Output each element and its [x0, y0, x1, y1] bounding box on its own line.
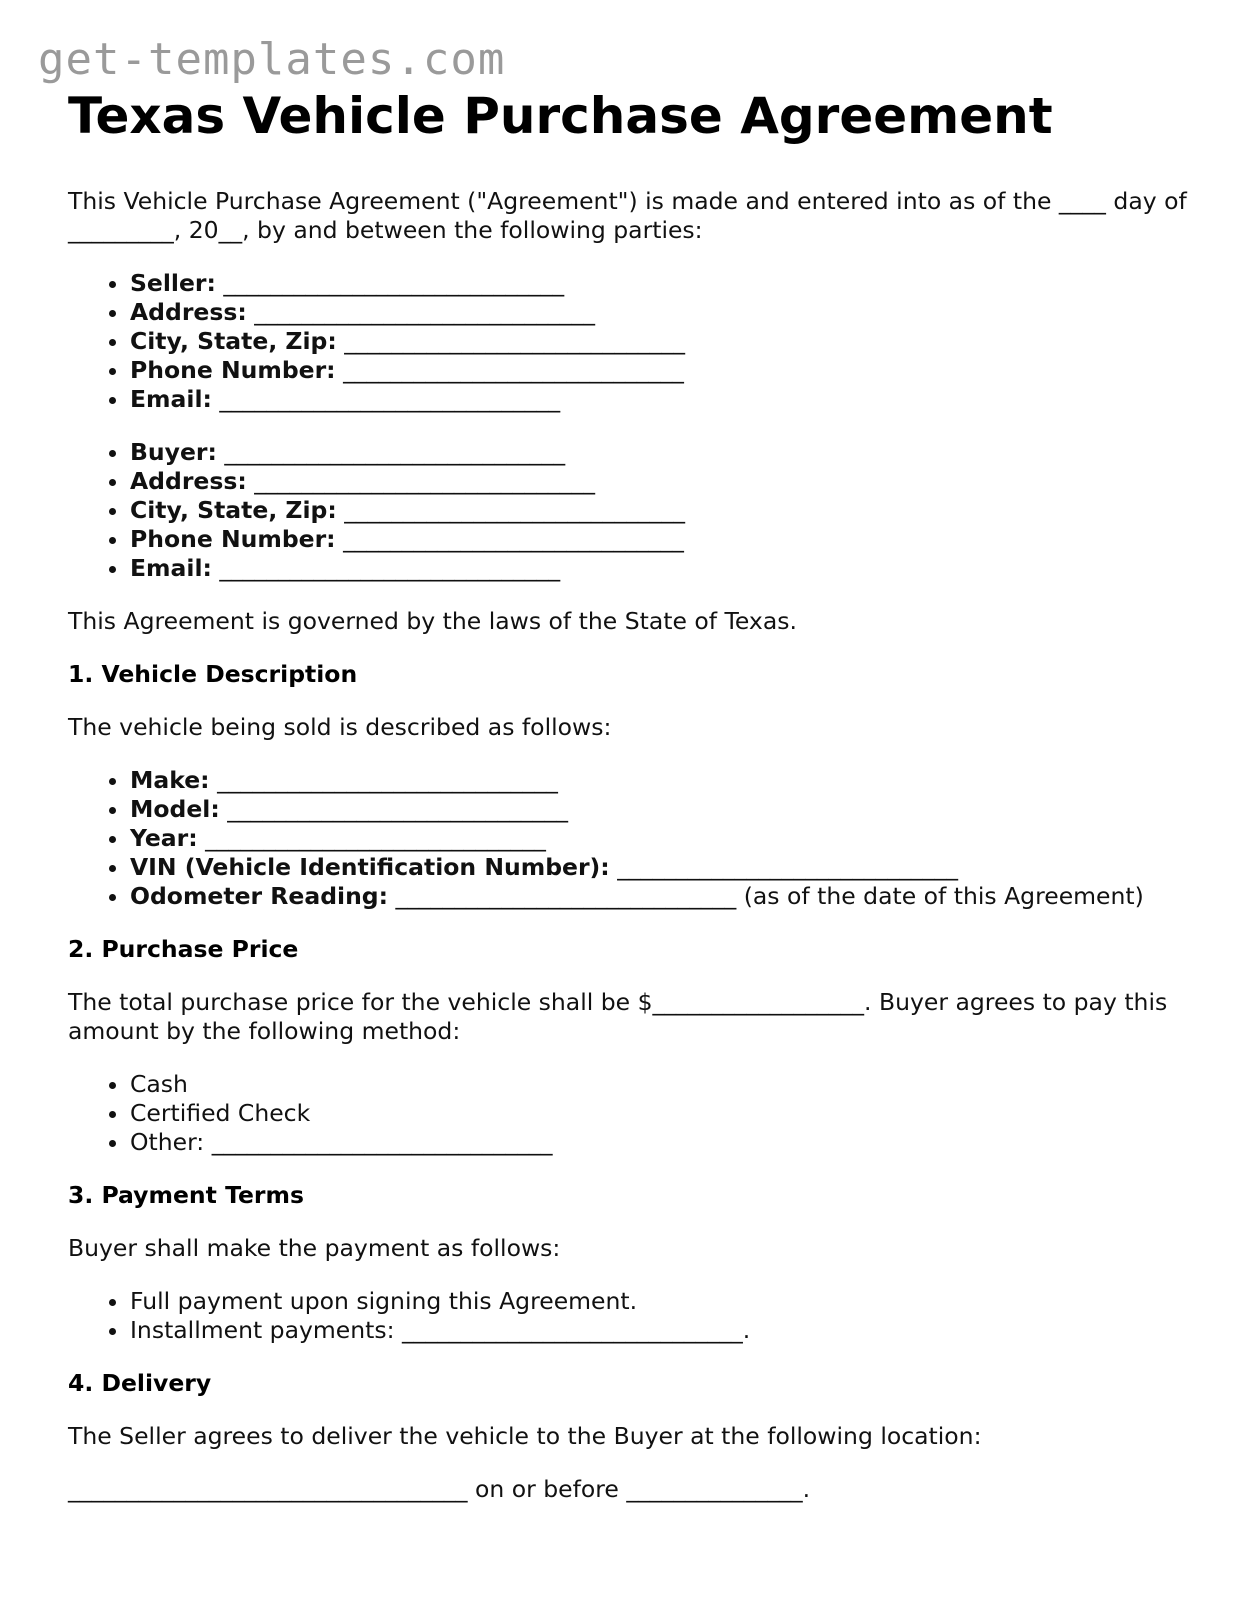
payment-method-list [68, 1070, 1188, 1157]
list-item: • Certified Check [130, 1099, 1188, 1128]
vehicle-description-text: The vehicle being sold is described as follows: [68, 713, 612, 741]
section-heading-payment-terms: 3. Payment Terms [68, 1181, 304, 1209]
list-item: • Phone Number: _____________________________ [130, 525, 1188, 554]
list-item: • Email: _____________________________ [130, 554, 1188, 583]
governing-law-paragraph: This Agreement is governed by the laws of the State of Texas. [68, 607, 797, 635]
payment-terms-list [68, 1287, 1188, 1345]
list-item: • Installment payments: _____________________________. [130, 1316, 1188, 1345]
list-item: • City, State, Zip: _____________________________ [130, 496, 1188, 525]
list-item: • Make: _____________________________ [130, 766, 1188, 795]
list-item: • Address: _____________________________ [130, 298, 1188, 327]
list-item: • Full payment upon signing this Agreement. [130, 1287, 1188, 1316]
buyer-info-list [68, 438, 1188, 583]
list-item: • Other: _____________________________ [130, 1128, 1188, 1157]
list-item: • Cash [130, 1070, 1188, 1099]
list-item: • Buyer: _____________________________ [130, 438, 1188, 467]
section-heading-vehicle-description: 1. Vehicle Description [68, 660, 358, 688]
section-heading-purchase-price: 2. Purchase Price [68, 935, 299, 963]
list-item: • Seller: _____________________________ [130, 269, 1188, 298]
list-item: • Odometer Reading: _____________________________ (as of the date of this Agreement) [130, 882, 1188, 911]
list-item: • Address: _____________________________ [130, 467, 1188, 496]
delivery-text: The Seller agrees to deliver the vehicle to the Buyer at the following location: [68, 1422, 982, 1450]
watermark: get-templates.com [38, 34, 506, 85]
section-heading-delivery: 4. Delivery [68, 1369, 212, 1397]
intro-paragraph: This Vehicle Purchase Agreement ("Agreement") is made and entered into as of the ____ day of _________, 20__, by and between the following parties: [68, 187, 1187, 244]
document-page [68, 85, 1188, 1504]
delivery-location-line: __________________________________ on or before _______________. [68, 1475, 811, 1503]
list-item: • Model: _____________________________ [130, 795, 1188, 824]
list-item: • City, State, Zip: _____________________________ [130, 327, 1188, 356]
list-item: • Year: _____________________________ [130, 824, 1188, 853]
purchase-price-text: The total purchase price for the vehicle shall be $__________________. Buyer agrees to pay this amount by the following method: [68, 988, 1168, 1045]
seller-info-list [68, 269, 1188, 414]
list-item: • VIN (Vehicle Identification Number): _____________________________ [130, 853, 1188, 882]
list-item: • Email: _____________________________ [130, 385, 1188, 414]
document-title: Texas Vehicle Purchase Agreement [68, 87, 1053, 145]
list-item: • Phone Number: _____________________________ [130, 356, 1188, 385]
vehicle-fields-list [68, 766, 1188, 911]
payment-terms-text: Buyer shall make the payment as follows: [68, 1234, 561, 1262]
